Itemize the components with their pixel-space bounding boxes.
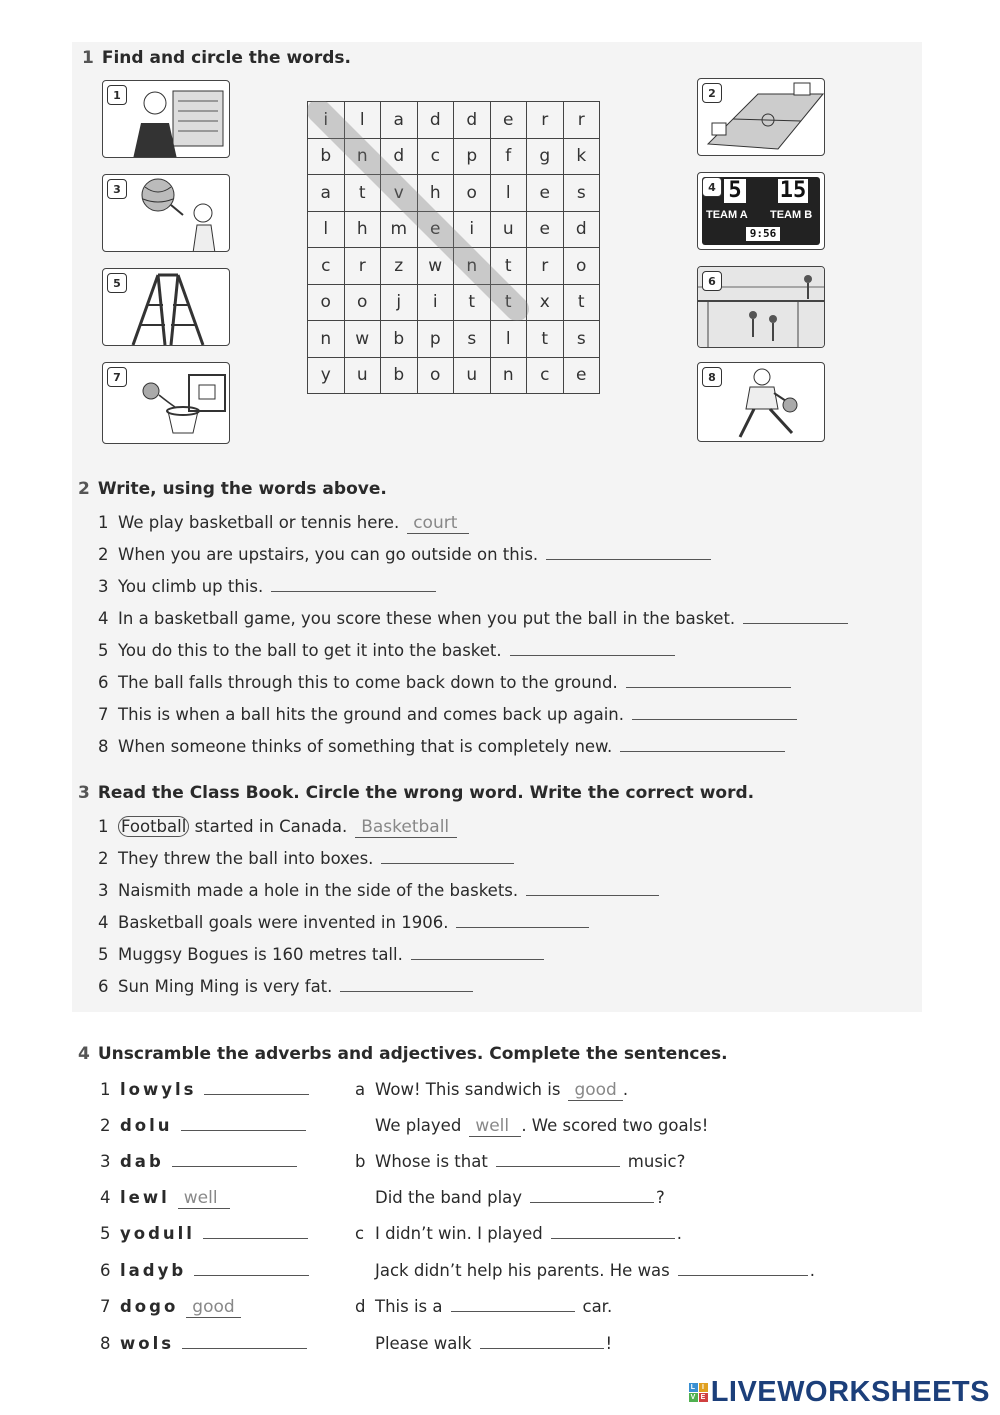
grid-cell[interactable]: x: [527, 284, 564, 321]
score-team-a: 5: [724, 179, 746, 203]
grid-cell[interactable]: z: [381, 248, 418, 285]
grid-cell[interactable]: d: [563, 211, 600, 248]
s3-item-5: 5 Muggsy Bogues is 160 metres tall.: [98, 945, 544, 964]
grid-cell[interactable]: g: [527, 138, 564, 175]
section-4-title: 4 Unscramble the adverbs and adjectives. Complete the sentences.: [78, 1044, 728, 1064]
answer-field[interactable]: good: [186, 1297, 240, 1318]
score-team-b: 15: [779, 178, 807, 203]
grid-cell[interactable]: o: [344, 284, 381, 321]
picture-6: [697, 266, 825, 348]
s3-item-4: 4 Basketball goals were invented in 1906.: [98, 913, 589, 932]
grid-cell[interactable]: l: [490, 321, 527, 358]
grid-cell[interactable]: i: [454, 211, 491, 248]
answer-field[interactable]: [451, 1297, 575, 1312]
grid-cell[interactable]: t: [563, 284, 600, 321]
answer-field[interactable]: [632, 705, 797, 720]
grid-cell[interactable]: i: [308, 102, 345, 139]
s2-item-7: 7 This is when a ball hits the ground and comes back up again.: [98, 705, 797, 724]
answer-field[interactable]: [546, 545, 711, 560]
grid-row: [308, 175, 600, 212]
answer-field[interactable]: [194, 1261, 309, 1276]
answer-field[interactable]: court: [407, 513, 469, 534]
grid-cell[interactable]: m: [381, 211, 418, 248]
s3-item-3: 3 Naismith made a hole in the side of the baskets.: [98, 881, 659, 900]
grid-cell[interactable]: h: [344, 211, 381, 248]
s4-scramble-5: 5 yodull: [100, 1224, 308, 1243]
answer-field[interactable]: [181, 1116, 306, 1131]
answer-field[interactable]: [204, 1080, 309, 1095]
grid-cell[interactable]: l: [308, 211, 345, 248]
grid-cell[interactable]: r: [344, 248, 381, 285]
answer-field[interactable]: [551, 1224, 675, 1239]
s4-sentence-a1: a Wow! This sandwich is good .: [355, 1080, 629, 1100]
s4-sentence-c1: c I didn’t win. I played .: [355, 1224, 683, 1243]
grid-row: [308, 211, 600, 248]
grid-cell[interactable]: b: [381, 357, 418, 394]
answer-field[interactable]: well: [469, 1116, 521, 1137]
picture-7: [102, 362, 230, 444]
team-a-label: TEAM A: [706, 209, 748, 221]
grid-cell[interactable]: o: [417, 357, 454, 394]
grid-cell[interactable]: t: [344, 175, 381, 212]
grid-cell[interactable]: c: [417, 138, 454, 175]
s3-item-2: 2 They threw the ball into boxes.: [98, 849, 514, 868]
s4-sentence-a2: We played well . We scored two goals!: [375, 1116, 709, 1136]
picture-number: 1: [107, 85, 127, 105]
grid-cell[interactable]: s: [563, 175, 600, 212]
answer-field[interactable]: Basketball: [355, 817, 457, 838]
grid-cell[interactable]: t: [527, 321, 564, 358]
grid-cell[interactable]: o: [308, 284, 345, 321]
answer-field[interactable]: [496, 1152, 620, 1167]
s4-scramble-3: 3 dab: [100, 1152, 297, 1171]
grid-cell[interactable]: j: [381, 284, 418, 321]
answer-field[interactable]: [480, 1334, 604, 1349]
answer-field[interactable]: [526, 881, 659, 896]
grid-cell[interactable]: y: [308, 357, 345, 394]
grid-cell[interactable]: u: [490, 211, 527, 248]
picture-8: [697, 362, 825, 442]
grid-cell[interactable]: w: [417, 248, 454, 285]
grid-row: [308, 284, 600, 321]
section-3-title: 3 Read the Class Book. Circle the wrong word. Write the correct word.: [78, 783, 755, 803]
answer-field[interactable]: [271, 577, 436, 592]
answer-field[interactable]: [182, 1334, 307, 1349]
s4-sentence-c2: Jack didn’t help his parents. He was .: [375, 1261, 816, 1280]
grid-cell[interactable]: p: [417, 321, 454, 358]
answer-field[interactable]: [381, 849, 514, 864]
s2-item-4: 4 In a basketball game, you score these when you put the ball in the basket.: [98, 609, 848, 628]
s2-item-5: 5 You do this to the ball to get it into the basket.: [98, 641, 675, 660]
s3-item-6: 6 Sun Ming Ming is very fat.: [98, 977, 473, 996]
grid-cell[interactable]: e: [417, 211, 454, 248]
circled-wrong-word[interactable]: Football: [118, 816, 189, 837]
grid-cell[interactable]: n: [308, 321, 345, 358]
liveworksheets-logo-icon: L I V E: [690, 1384, 706, 1401]
grid-cell[interactable]: c: [308, 248, 345, 285]
answer-field[interactable]: [678, 1261, 808, 1276]
picture-4: [697, 172, 825, 250]
s4-scramble-2: 2 dolu: [100, 1116, 306, 1135]
answer-field[interactable]: [172, 1152, 297, 1167]
answer-field[interactable]: good: [568, 1080, 622, 1101]
answer-field[interactable]: [203, 1224, 308, 1239]
grid-cell[interactable]: l: [344, 102, 381, 139]
grid-cell[interactable]: e: [490, 102, 527, 139]
grid-cell[interactable]: a: [381, 102, 418, 139]
picture-3: [102, 174, 230, 252]
grid-cell[interactable]: c: [527, 357, 564, 394]
grid-cell[interactable]: t: [490, 248, 527, 285]
grid-row: [308, 321, 600, 358]
team-b-label: TEAM B: [770, 209, 813, 221]
s4-scramble-7: 7 dogo good: [100, 1297, 241, 1318]
grid-row: [308, 357, 600, 394]
grid-cell[interactable]: e: [527, 175, 564, 212]
picture-number: 3: [107, 179, 127, 199]
answer-field[interactable]: [456, 913, 589, 928]
grid-row: [308, 138, 600, 175]
grid-cell[interactable]: a: [308, 175, 345, 212]
liveworksheets-logo[interactable]: [689, 1376, 990, 1409]
picture-1: [102, 80, 230, 158]
grid-cell[interactable]: k: [563, 138, 600, 175]
grid-cell[interactable]: o: [563, 248, 600, 285]
grid-cell[interactable]: t: [454, 284, 491, 321]
grid-cell[interactable]: e: [527, 211, 564, 248]
s2-item-3: 3 You climb up this.: [98, 577, 436, 596]
grid-cell[interactable]: v: [381, 175, 418, 212]
grid-cell[interactable]: b: [308, 138, 345, 175]
s4-scramble-8: 8 wols: [100, 1334, 307, 1353]
section-1-title: 1 Find and circle the words.: [82, 48, 351, 68]
answer-field[interactable]: [626, 673, 791, 688]
answer-field[interactable]: [340, 977, 473, 992]
s4-scramble-4: 4 lewl well: [100, 1188, 230, 1209]
grid-cell[interactable]: l: [490, 175, 527, 212]
grid-cell[interactable]: r: [527, 248, 564, 285]
picture-number: 8: [702, 367, 722, 387]
picture-number: 2: [702, 83, 722, 103]
s4-sentence-d2: Please walk !: [375, 1334, 613, 1353]
grid-cell[interactable]: s: [454, 321, 491, 358]
grid-cell[interactable]: p: [454, 138, 491, 175]
answer-field[interactable]: [530, 1188, 654, 1203]
s4-scramble-6: 6 ladyb: [100, 1261, 309, 1280]
answer-field[interactable]: [743, 609, 848, 624]
s4-sentence-b2: Did the band play ?: [375, 1188, 665, 1207]
s3-item-1: 1 Football started in Canada. Basketball: [98, 817, 457, 838]
grid-cell[interactable]: i: [417, 284, 454, 321]
picture-2: [697, 78, 825, 156]
picture-number: 6: [702, 271, 722, 291]
picture-number: 7: [107, 367, 127, 387]
grid-cell[interactable]: n: [454, 248, 491, 285]
grid-cell[interactable]: u: [344, 357, 381, 394]
grid-row: [308, 248, 600, 285]
grid-cell[interactable]: o: [454, 175, 491, 212]
grid-cell[interactable]: e: [563, 357, 600, 394]
grid-cell[interactable]: s: [563, 321, 600, 358]
section-2-title: 2 Write, using the words above.: [78, 479, 387, 499]
picture-number: 4: [702, 177, 722, 197]
grid-cell[interactable]: b: [381, 321, 418, 358]
grid-cell[interactable]: r: [527, 102, 564, 139]
word-search-grid[interactable]: [307, 101, 600, 394]
grid-cell[interactable]: n: [344, 138, 381, 175]
s2-item-1: 1 We play basketball or tennis here. court: [98, 513, 469, 534]
grid-cell[interactable]: d: [381, 138, 418, 175]
liveworksheets-wordmark: LIVEWORKSHEETS: [710, 1376, 990, 1408]
s4-sentence-d1: d This is a car.: [355, 1297, 613, 1316]
answer-field[interactable]: [510, 641, 675, 656]
answer-field[interactable]: [411, 945, 544, 960]
s4-sentence-b1: b Whose is that music?: [355, 1152, 686, 1171]
s2-item-2: 2 When you are upstairs, you can go outside on this.: [98, 545, 711, 564]
grid-cell[interactable]: f: [490, 138, 527, 175]
grid-cell[interactable]: n: [490, 357, 527, 394]
grid-cell[interactable]: d: [417, 102, 454, 139]
grid-cell[interactable]: u: [454, 357, 491, 394]
grid-row: [308, 102, 600, 139]
game-clock: 9:56: [746, 227, 780, 241]
grid-cell[interactable]: r: [563, 102, 600, 139]
s2-item-6: 6 The ball falls through this to come back down to the ground.: [98, 673, 791, 692]
picture-number: 5: [107, 273, 127, 293]
s2-item-8: 8 When someone thinks of something that is completely new.: [98, 737, 785, 756]
answer-field[interactable]: well: [178, 1188, 230, 1209]
s4-scramble-1: 1 lowyls: [100, 1080, 309, 1099]
picture-5: [102, 268, 230, 346]
grid-cell[interactable]: h: [417, 175, 454, 212]
grid-cell[interactable]: t: [490, 284, 527, 321]
answer-field[interactable]: [620, 737, 785, 752]
grid-cell[interactable]: d: [454, 102, 491, 139]
grid-cell[interactable]: w: [344, 321, 381, 358]
